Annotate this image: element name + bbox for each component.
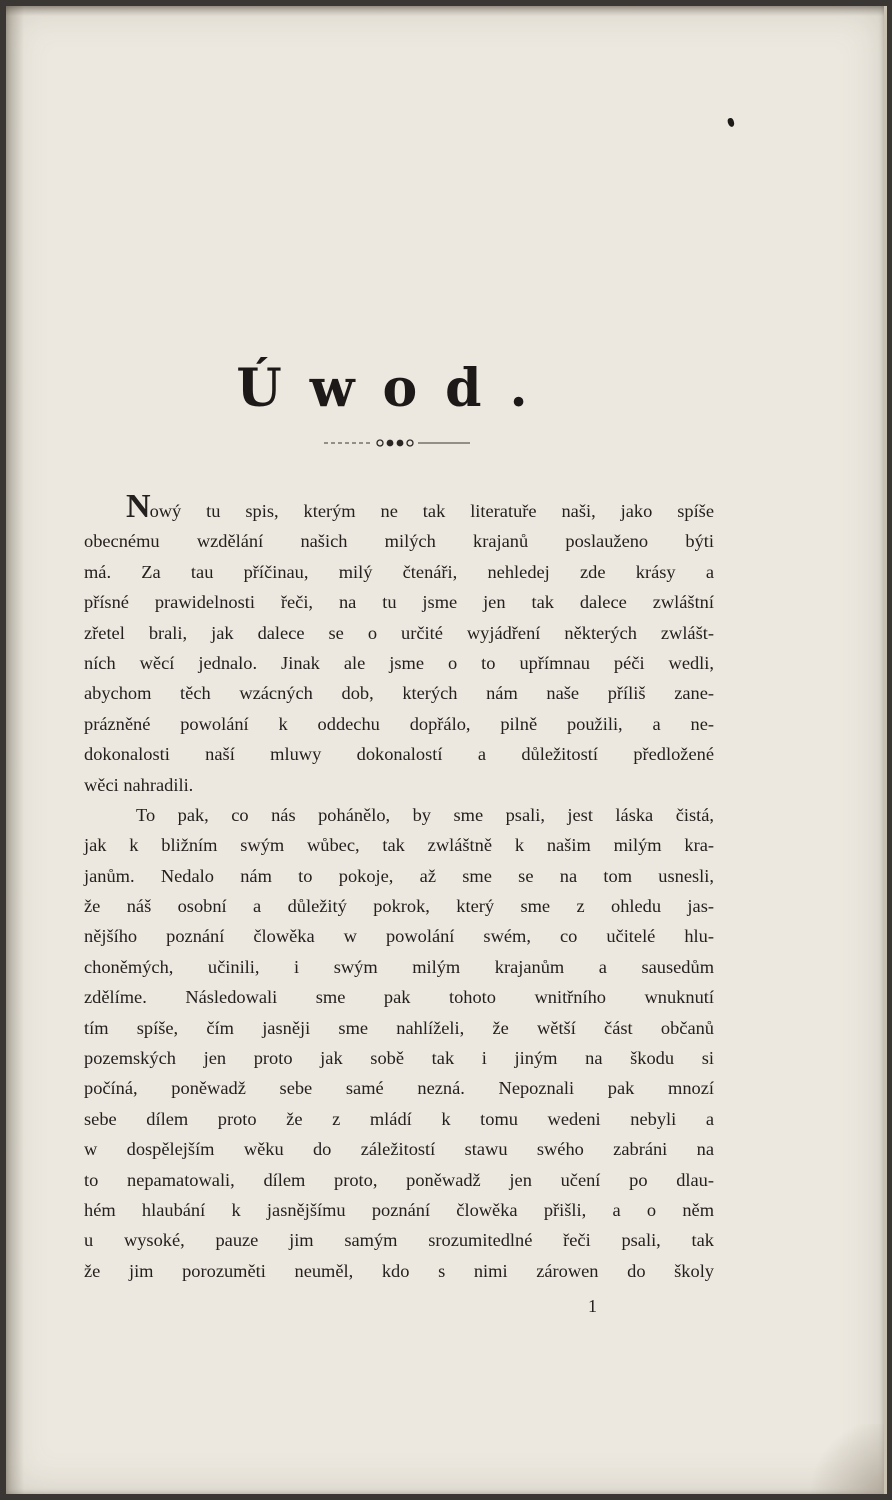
text-line: že jim porozuměti neuměl, kdo s nimi zárowen do školy bbox=[84, 1260, 714, 1281]
text-line: wěci nahradili. bbox=[84, 774, 194, 795]
text-line: choněmých, učinili, i swým milým krajanům a sausedům bbox=[84, 956, 714, 977]
text-line: u wysoké, pauze jim samým srozumitedlné řeči psali, tak bbox=[84, 1230, 714, 1251]
text-line: sebe dílem proto že z mládí k tomu wedeni nebyli a bbox=[84, 1108, 714, 1129]
text-line: tím spíše, čím jasněji sme nahlíželi, že wětší část občanů bbox=[84, 1017, 714, 1038]
text-line: ních wěcí jednalo. Jinak ale jsme o to upřímnau péči wedli, bbox=[84, 652, 714, 673]
chapter-heading: Úwod. bbox=[236, 358, 556, 419]
text-line-first bbox=[84, 488, 714, 526]
text-line: jak k bližním swým wůbec, tak zwláštně k našim milým kra- bbox=[84, 835, 714, 856]
text-line: w dospělejším wěku do záležitostí stawu swého zabráni na bbox=[84, 1139, 714, 1160]
page-number: 1 bbox=[588, 1296, 597, 1316]
text-line: počíná, poněwadž sebe samé nezná. Nepoznali pak mnozí bbox=[84, 1078, 714, 1099]
text-line: janům. Nedalo nám to pokoje, až sme se na tom usnesli, bbox=[84, 865, 714, 886]
text-line: že náš osobní a důležitý pokrok, který sme z ohledu jas- bbox=[84, 896, 714, 917]
text-line: hém hlaubání k jasnějšímu poznání člowěka přišli, a o něm bbox=[84, 1199, 714, 1220]
ornament-divider bbox=[324, 434, 470, 452]
text-line: dokonalosti naší mluwy dokonalostí a důležitostí předložené bbox=[84, 744, 714, 765]
spine-shadow bbox=[6, 6, 24, 1494]
text-line: přísné prawidelnosti řeči, na tu jsme jen tak dalece zwláštní bbox=[84, 592, 714, 613]
book-page bbox=[6, 6, 887, 1494]
text-line: prázněné powolání k oddechu dopřálo, pilně použili, a ne- bbox=[84, 713, 714, 734]
text-line: to nepamatowali, dílem proto, poněwadž jen učení po dlau- bbox=[84, 1169, 714, 1190]
text-line: obecnému wzdělání našich milých krajanů poslauženo býti bbox=[84, 531, 714, 552]
top-edge-shadow bbox=[6, 6, 884, 16]
corner-wear bbox=[804, 1424, 884, 1494]
text-line: má. Za tau příčinau, milý čtenáři, nehledej zde krásy a bbox=[84, 561, 714, 582]
text-line: zřetel brali, jak dalece se o určité wyjádření některých zwlášt- bbox=[84, 622, 714, 643]
text-line: nějšího poznání člowěka w powolání swém, co učitelé hlu- bbox=[84, 926, 714, 947]
body-text bbox=[84, 488, 714, 1286]
text-line: zdělíme. Následowali sme pak tohoto wnitřního wnuknutí bbox=[84, 987, 714, 1008]
first-line-text: owý tu spis, kterým ne tak literatuře naši, jako spíše bbox=[149, 501, 714, 521]
text-line: pozemských jen proto jak sobě tak i jiným na škodu si bbox=[84, 1048, 714, 1069]
text-line: abychom těch wzácných dob, kterých nám naše příliš zane- bbox=[84, 683, 714, 704]
drop-cap: N bbox=[126, 488, 150, 525]
ink-mark bbox=[727, 117, 735, 127]
text-line: To pak, co nás pohánělo, by sme psali, jest láska čistá, bbox=[136, 804, 714, 825]
